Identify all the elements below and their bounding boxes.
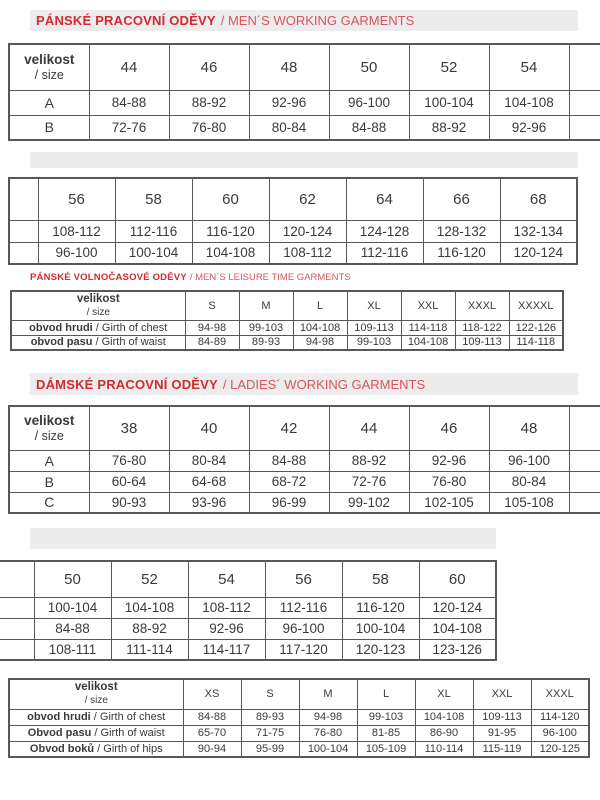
corner-label-czech: velikost bbox=[24, 51, 75, 67]
cropped-empty-cell bbox=[569, 44, 600, 90]
divider-band-2 bbox=[30, 528, 496, 549]
value-cell: 76-80 bbox=[89, 450, 169, 471]
value-cell: 120-124 bbox=[419, 597, 496, 618]
value-cell: 114-118 bbox=[401, 320, 455, 335]
row-label-cell: A bbox=[9, 90, 89, 115]
value-cell: 95-99 bbox=[241, 741, 299, 757]
value-cell: 110-114 bbox=[415, 741, 473, 757]
value-cell: 86-90 bbox=[415, 725, 473, 741]
size-header-cell: 60 bbox=[192, 178, 269, 220]
value-cell: 99-103 bbox=[347, 335, 401, 350]
value-cell: 92-96 bbox=[489, 115, 569, 140]
measurement-row bbox=[9, 741, 589, 757]
size-header-cell: 48 bbox=[249, 44, 329, 90]
value-cell: 122-126 bbox=[509, 320, 563, 335]
cropped-empty-cell bbox=[569, 90, 600, 115]
value-cell: 96-100 bbox=[489, 450, 569, 471]
measurement-row bbox=[9, 725, 589, 741]
size-header-cell: 40 bbox=[169, 406, 249, 450]
value-cell: 81-85 bbox=[357, 725, 415, 741]
size-header-cell: S bbox=[241, 679, 299, 709]
value-cell: 80-84 bbox=[249, 115, 329, 140]
size-header-cell: 48 bbox=[489, 406, 569, 450]
value-cell: 100-104 bbox=[342, 618, 419, 639]
value-cell: 89-93 bbox=[239, 335, 293, 350]
value-cell: 104-108 bbox=[419, 618, 496, 639]
value-cell: 117-120 bbox=[265, 639, 342, 660]
value-cell: 104-108 bbox=[489, 90, 569, 115]
corner-label-english: / size bbox=[34, 428, 64, 443]
size-header-cell: 60 bbox=[419, 561, 496, 597]
cropped-empty-cell bbox=[0, 618, 34, 639]
size-header-cell: XXL bbox=[473, 679, 531, 709]
value-cell: 88-92 bbox=[409, 115, 489, 140]
value-cell: 104-108 bbox=[111, 597, 188, 618]
size-header-cell: 54 bbox=[489, 44, 569, 90]
measurement-row bbox=[9, 115, 600, 140]
value-cell: 80-84 bbox=[169, 450, 249, 471]
row-label-cell bbox=[9, 725, 183, 741]
row-label-czech: Obvod boků bbox=[29, 742, 95, 755]
value-cell: 116-120 bbox=[192, 220, 269, 242]
value-cell: 94-98 bbox=[185, 320, 239, 335]
size-header-cell: 38 bbox=[89, 406, 169, 450]
row-label-cell bbox=[9, 741, 183, 757]
value-cell: 104-108 bbox=[293, 320, 347, 335]
value-cell: 92-96 bbox=[409, 450, 489, 471]
cropped-empty-cell bbox=[0, 561, 34, 597]
size-header-cell: 58 bbox=[342, 561, 419, 597]
ladies-working-heading-band bbox=[30, 373, 578, 395]
size-header-cell: S bbox=[185, 291, 239, 320]
value-cell: 89-93 bbox=[241, 709, 299, 725]
value-cell: 76-80 bbox=[299, 725, 357, 741]
size-header-cell: 44 bbox=[89, 44, 169, 90]
measurement-row bbox=[9, 220, 577, 242]
cropped-empty-cell bbox=[569, 450, 600, 471]
mens-working-heading-czech: PÁNSKÉ PRACOVNÍ ODĚVY bbox=[36, 13, 216, 28]
row-label-english: / Girth of hips bbox=[94, 742, 163, 755]
value-cell: 112-116 bbox=[346, 242, 423, 264]
value-cell: 60-64 bbox=[89, 471, 169, 492]
size-header-cell: L bbox=[293, 291, 347, 320]
row-label-english: / Girth of waist bbox=[91, 727, 165, 739]
size-header-row bbox=[11, 291, 563, 320]
size-header-cell: XXXL bbox=[455, 291, 509, 320]
corner-label-english: / size bbox=[34, 67, 64, 82]
row-label-english: / Girth of waist bbox=[92, 336, 166, 349]
size-header-cell: 62 bbox=[269, 178, 346, 220]
value-cell: 115-119 bbox=[473, 741, 531, 757]
cropped-empty-cell bbox=[569, 492, 600, 513]
value-cell: 124-128 bbox=[346, 220, 423, 242]
value-cell: 94-98 bbox=[299, 709, 357, 725]
measurement-row bbox=[0, 618, 496, 639]
value-cell: 93-96 bbox=[169, 492, 249, 513]
measurement-row bbox=[11, 320, 563, 335]
cropped-empty-cell bbox=[9, 220, 38, 242]
size-header-cell: XXL bbox=[401, 291, 455, 320]
size-header-cell: XXXL bbox=[531, 679, 589, 709]
value-cell: 100-104 bbox=[299, 741, 357, 757]
size-header-row bbox=[9, 44, 600, 90]
value-cell: 114-120 bbox=[531, 709, 589, 725]
ladies-working-table1-clip bbox=[8, 405, 600, 520]
row-label-cell: C bbox=[9, 492, 89, 513]
value-cell: 120-124 bbox=[269, 220, 346, 242]
size-header-cell: XS bbox=[183, 679, 241, 709]
value-cell: 112-116 bbox=[115, 220, 192, 242]
mens-leisure-heading-czech: PÁNSKÉ VOLNOČASOVÉ ODĚVY bbox=[30, 271, 187, 283]
value-cell: 116-120 bbox=[342, 597, 419, 618]
value-cell: 76-80 bbox=[169, 115, 249, 140]
value-cell: 111-114 bbox=[111, 639, 188, 660]
row-label-english: / Girth of chest bbox=[92, 321, 168, 334]
corner-label-czech: velikost bbox=[24, 412, 75, 428]
measurement-row bbox=[0, 639, 496, 660]
cropped-empty-cell bbox=[569, 115, 600, 140]
size-header-cell: 46 bbox=[409, 406, 489, 450]
measurement-row bbox=[0, 597, 496, 618]
ladies-working-table2-clip bbox=[0, 560, 497, 668]
value-cell: 123-126 bbox=[419, 639, 496, 660]
corner-cell bbox=[11, 291, 185, 320]
row-label-cell: A bbox=[9, 450, 89, 471]
ladies-working-heading-czech: DÁMSKÉ PRACOVNÍ ODĚVY bbox=[36, 376, 218, 392]
value-cell: 90-94 bbox=[183, 741, 241, 757]
corner-label-czech: velikost bbox=[76, 292, 120, 305]
measurement-row bbox=[9, 471, 600, 492]
ladies-working-sizes-38-48-table bbox=[8, 405, 600, 514]
value-cell: 108-111 bbox=[34, 639, 111, 660]
size-header-cell: 50 bbox=[34, 561, 111, 597]
value-cell: 76-80 bbox=[409, 471, 489, 492]
value-cell: 96-100 bbox=[329, 90, 409, 115]
value-cell: 88-92 bbox=[169, 90, 249, 115]
value-cell: 71-75 bbox=[241, 725, 299, 741]
value-cell: 109-113 bbox=[473, 709, 531, 725]
value-cell: 65-70 bbox=[183, 725, 241, 741]
size-header-cell: M bbox=[299, 679, 357, 709]
measurement-row bbox=[11, 335, 563, 350]
row-label-cell bbox=[9, 709, 183, 725]
value-cell: 105-108 bbox=[489, 492, 569, 513]
ladies-measurements-xs-xxxl-table bbox=[8, 678, 590, 758]
value-cell: 108-112 bbox=[188, 597, 265, 618]
row-label-czech: Obvod pasu bbox=[27, 727, 92, 739]
cropped-empty-cell bbox=[0, 639, 34, 660]
value-cell: 99-102 bbox=[329, 492, 409, 513]
mens-leisure-heading-english: / MEN´S LEISURE TIME GARMENTS bbox=[189, 271, 351, 283]
value-cell: 92-96 bbox=[249, 90, 329, 115]
value-cell: 72-76 bbox=[329, 471, 409, 492]
size-header-cell: 44 bbox=[329, 406, 409, 450]
row-label-czech: obvod hrudi bbox=[29, 321, 93, 334]
mens-leisure-sizes-table bbox=[10, 290, 564, 351]
measurement-row bbox=[9, 492, 600, 513]
mens-working-heading-english: / MEN´S WORKING GARMENTS bbox=[220, 13, 415, 28]
measurement-row bbox=[9, 242, 577, 264]
value-cell: 96-100 bbox=[265, 618, 342, 639]
row-label-english: / Girth of chest bbox=[90, 711, 166, 723]
size-header-cell: XL bbox=[347, 291, 401, 320]
ladies-working-sizes-50-60-table bbox=[0, 560, 497, 661]
size-header-row bbox=[9, 679, 589, 709]
value-cell: 102-105 bbox=[409, 492, 489, 513]
value-cell: 96-99 bbox=[249, 492, 329, 513]
row-label-cell: B bbox=[9, 471, 89, 492]
value-cell: 108-112 bbox=[269, 242, 346, 264]
size-header-cell: 50 bbox=[329, 44, 409, 90]
mens-working-heading-band bbox=[30, 10, 578, 31]
value-cell: 99-103 bbox=[357, 709, 415, 725]
divider-band-1 bbox=[30, 152, 578, 168]
value-cell: 108-112 bbox=[38, 220, 115, 242]
value-cell: 84-88 bbox=[249, 450, 329, 471]
value-cell: 114-117 bbox=[188, 639, 265, 660]
measurement-row bbox=[9, 90, 600, 115]
cropped-empty-cell bbox=[0, 597, 34, 618]
value-cell: 96-100 bbox=[38, 242, 115, 264]
mens-working-table1-clip bbox=[8, 43, 600, 149]
size-header-cell: L bbox=[357, 679, 415, 709]
row-label-cell bbox=[11, 320, 185, 335]
size-header-cell: 64 bbox=[346, 178, 423, 220]
value-cell: 88-92 bbox=[111, 618, 188, 639]
size-header-cell: 56 bbox=[38, 178, 115, 220]
value-cell: 120-124 bbox=[500, 242, 577, 264]
row-label-czech: obvod hrudi bbox=[27, 711, 91, 723]
row-label-cell: B bbox=[9, 115, 89, 140]
corner-label-english: / size bbox=[86, 306, 110, 318]
value-cell: 96-100 bbox=[531, 725, 589, 741]
value-cell: 104-108 bbox=[192, 242, 269, 264]
size-header-cell: 66 bbox=[423, 178, 500, 220]
value-cell: 100-104 bbox=[34, 597, 111, 618]
value-cell: 88-92 bbox=[329, 450, 409, 471]
value-cell: 84-88 bbox=[183, 709, 241, 725]
mens-working-sizes-44-54-table bbox=[8, 43, 600, 141]
corner-cell bbox=[9, 44, 89, 90]
value-cell: 109-113 bbox=[347, 320, 401, 335]
size-header-cell: 46 bbox=[169, 44, 249, 90]
value-cell: 64-68 bbox=[169, 471, 249, 492]
value-cell: 84-88 bbox=[34, 618, 111, 639]
value-cell: 80-84 bbox=[489, 471, 569, 492]
corner-label-english: / size bbox=[84, 695, 108, 707]
value-cell: 100-104 bbox=[115, 242, 192, 264]
size-header-cell: 52 bbox=[111, 561, 188, 597]
value-cell: 120-123 bbox=[342, 639, 419, 660]
measurement-row bbox=[9, 709, 589, 725]
mens-working-sizes-56-68-table bbox=[8, 177, 578, 265]
value-cell: 92-96 bbox=[188, 618, 265, 639]
value-cell: 84-88 bbox=[329, 115, 409, 140]
size-header-row bbox=[9, 178, 577, 220]
size-header-cell: 52 bbox=[409, 44, 489, 90]
value-cell: 84-89 bbox=[185, 335, 239, 350]
size-header-row bbox=[9, 406, 600, 450]
cropped-empty-cell bbox=[9, 242, 38, 264]
value-cell: 99-103 bbox=[239, 320, 293, 335]
size-header-cell: 54 bbox=[188, 561, 265, 597]
value-cell: 94-98 bbox=[293, 335, 347, 350]
value-cell: 114-118 bbox=[509, 335, 563, 350]
value-cell: 132-134 bbox=[500, 220, 577, 242]
value-cell: 116-120 bbox=[423, 242, 500, 264]
size-header-cell: XL bbox=[415, 679, 473, 709]
value-cell: 120-125 bbox=[531, 741, 589, 757]
value-cell: 104-108 bbox=[401, 335, 455, 350]
cropped-empty-cell bbox=[569, 406, 600, 450]
row-label-czech: obvod pasu bbox=[30, 336, 93, 349]
row-label-cell bbox=[11, 335, 185, 350]
mens-leisure-heading bbox=[30, 271, 351, 283]
size-header-cell: M bbox=[239, 291, 293, 320]
value-cell: 90-93 bbox=[89, 492, 169, 513]
cropped-empty-cell bbox=[569, 471, 600, 492]
measurement-row bbox=[9, 450, 600, 471]
value-cell: 91-95 bbox=[473, 725, 531, 741]
size-header-cell: XXXXL bbox=[509, 291, 563, 320]
value-cell: 112-116 bbox=[265, 597, 342, 618]
cropped-empty-cell bbox=[9, 178, 38, 220]
value-cell: 104-108 bbox=[415, 709, 473, 725]
corner-cell bbox=[9, 679, 183, 709]
size-header-cell: 56 bbox=[265, 561, 342, 597]
corner-cell bbox=[9, 406, 89, 450]
value-cell: 118-122 bbox=[455, 320, 509, 335]
value-cell: 100-104 bbox=[409, 90, 489, 115]
value-cell: 128-132 bbox=[423, 220, 500, 242]
size-header-cell: 42 bbox=[249, 406, 329, 450]
corner-label-czech: velikost bbox=[74, 681, 118, 694]
ladies-working-heading-english: / LADIES´ WORKING GARMENTS bbox=[222, 376, 426, 392]
size-header-cell: 58 bbox=[115, 178, 192, 220]
size-header-row bbox=[0, 561, 496, 597]
value-cell: 109-113 bbox=[455, 335, 509, 350]
value-cell: 105-109 bbox=[357, 741, 415, 757]
value-cell: 72-76 bbox=[89, 115, 169, 140]
value-cell: 68-72 bbox=[249, 471, 329, 492]
value-cell: 84-88 bbox=[89, 90, 169, 115]
size-header-cell: 68 bbox=[500, 178, 577, 220]
